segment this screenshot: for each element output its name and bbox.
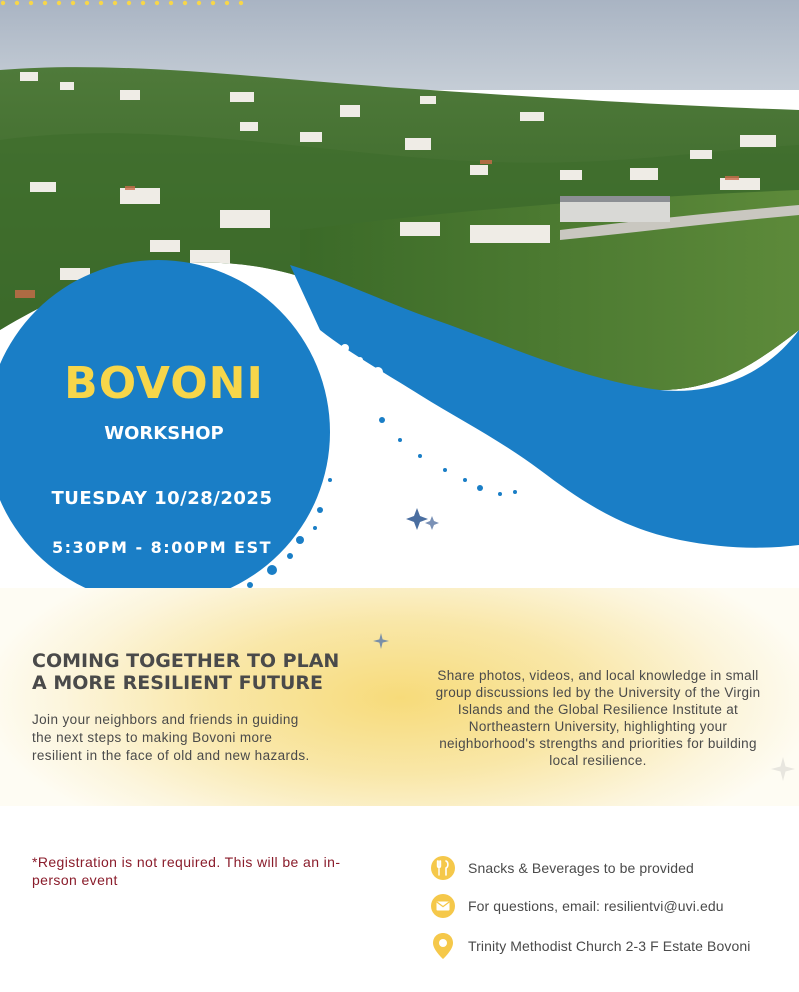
heading-line-1: COMING TOGETHER TO PLAN	[32, 650, 340, 672]
sparkle-small-icon	[372, 632, 390, 650]
envelope-icon	[430, 893, 456, 919]
share-paragraph: Share photos, videos, and local knowledge in small group discussions led by the University of the Virgin Islands and the Global Resilience Institute at Northeastern University, highlighting your neighborhood's strengths and priorities for building local resilience.	[435, 668, 761, 768]
sparkle-icon	[406, 508, 439, 530]
event-subtitle: WORKSHOP	[104, 423, 224, 444]
sparkle-faint-icon	[770, 756, 796, 782]
map-pin-icon	[430, 933, 456, 959]
utensils-icon	[430, 855, 456, 881]
event-title: BOVONI	[64, 358, 264, 409]
event-date: TUESDAY 10/28/2025	[51, 488, 273, 509]
detail-snacks-text: Snacks & Beverages to be provided	[468, 860, 694, 876]
heading-line-2: A MORE RESILIENT FUTURE	[32, 672, 324, 694]
detail-location-text: Trinity Methodist Church 2-3 F Estate Bovoni	[468, 938, 751, 954]
detail-contact-text: For questions, email: resilientvi@uvi.edu	[468, 898, 724, 914]
event-time: 5:30PM - 8:00PM EST	[51, 538, 273, 557]
detail-location	[430, 933, 750, 959]
registration-note: *Registration is not required. This will be an in-person event	[32, 854, 341, 888]
detail-snacks	[430, 855, 694, 881]
detail-contact	[430, 893, 724, 919]
dotted-divider	[0, 0, 250, 6]
lead-paragraph: Join your neighbors and friends in guiding the next steps to making Bovoni more resilient in the face of old and new hazards.	[32, 712, 310, 763]
section-heading	[32, 650, 392, 694]
